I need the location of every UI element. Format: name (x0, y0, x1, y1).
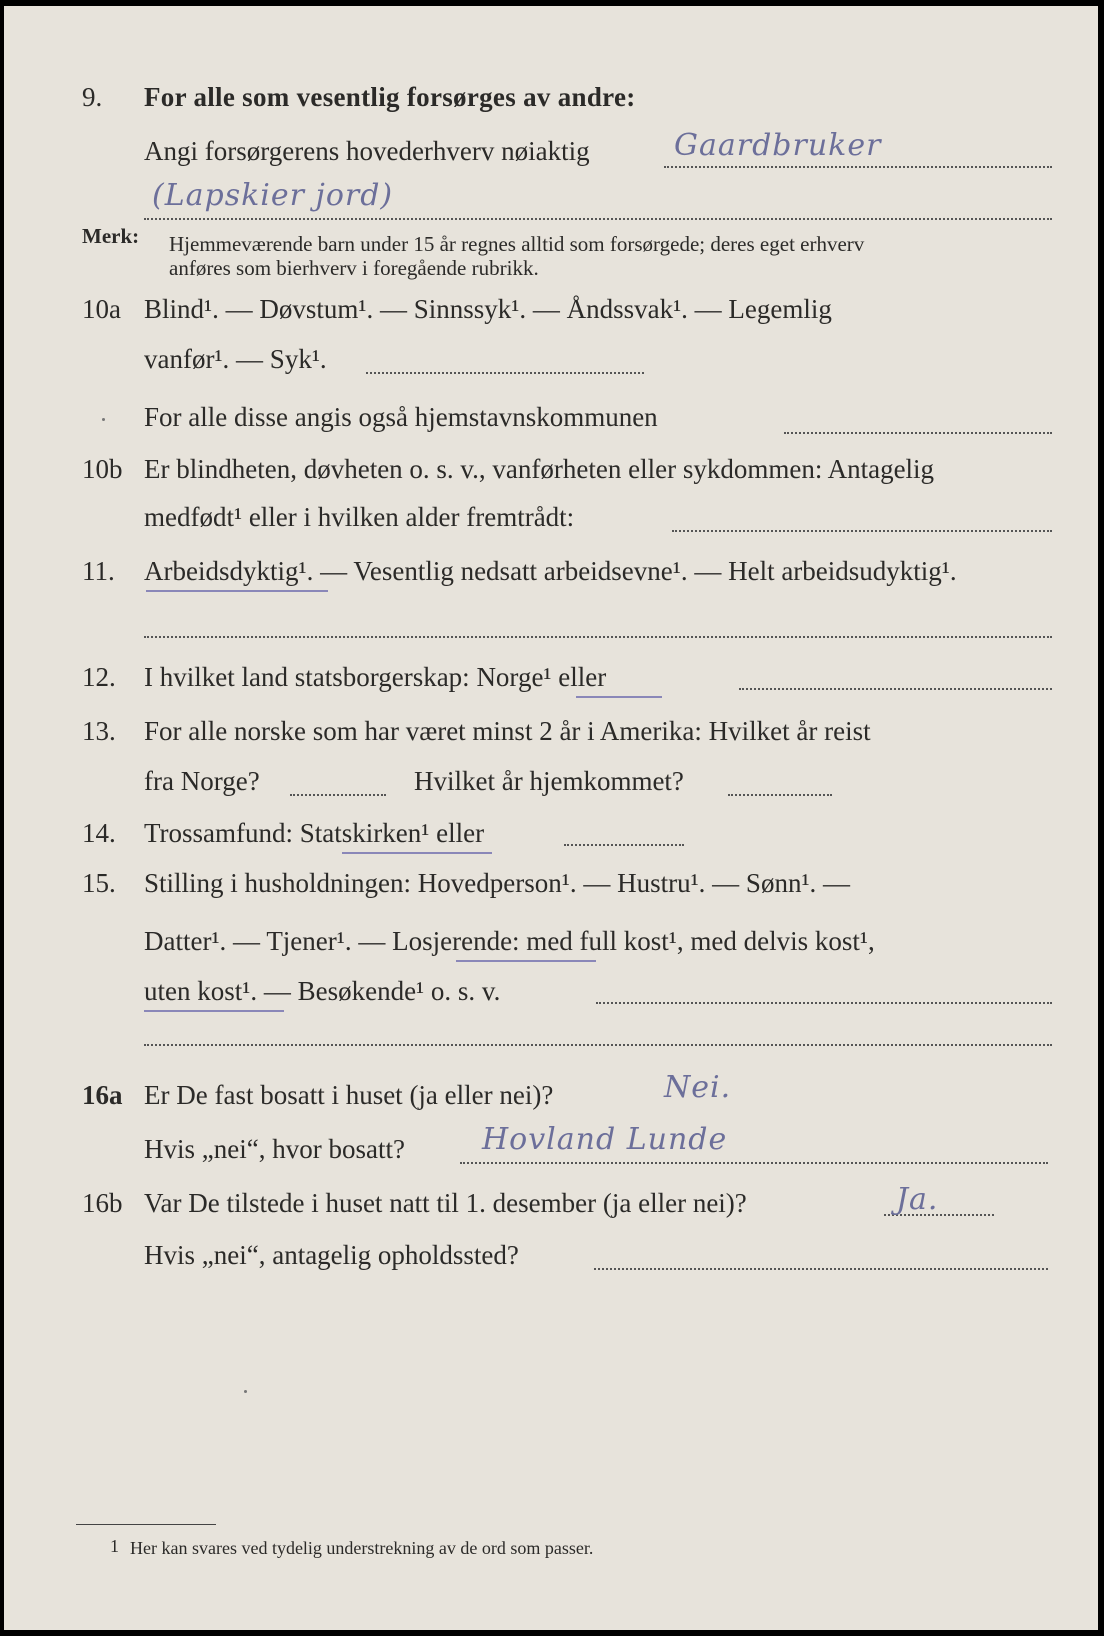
ink-speck (102, 418, 105, 421)
q15-line-1: Stilling i husholdningen: Hovedperson¹. — Hustru¹. — Sønn¹. — (144, 868, 851, 898)
q12-line-1: I hvilket land statsborgerskap: Norge¹ eller (144, 662, 607, 692)
q11-underline-arbeidsdyktig (146, 590, 328, 592)
q10a-hometown-line (784, 432, 1052, 434)
q10a-answer-line (366, 372, 644, 374)
q13-return-line (728, 794, 832, 796)
q11-line-1: Arbeidsdyktig¹. — Vesentlig nedsatt arbeidsevne¹. — Helt arbeidsudyktig¹. (144, 556, 957, 586)
q13-number: 13. (82, 716, 116, 746)
q15-underline-uten-kost (144, 1010, 284, 1012)
q16b-whereabouts-line (594, 1268, 1048, 1270)
q10a-line-3: For alle disse angis også hjemstavnskommunen (144, 402, 658, 432)
q12-underline-norge (576, 696, 662, 698)
note-line-1: Hjemmeværende barn under 15 år regnes alltid som forsørgede; deres eget erhverv (169, 232, 865, 256)
q9-number: 9. (82, 82, 103, 112)
q10a-line-1: Blind¹. — Døvstum¹. — Sinnssyk¹. — Åndssvak¹. — Legemlig (144, 294, 832, 324)
q13-line-2a: fra Norge? (144, 766, 260, 796)
q13-departure-line (290, 794, 386, 796)
q14-line-1: Trossamfund: Statskirken¹ eller (144, 818, 485, 848)
footnote-mark: 1 (110, 1536, 119, 1556)
q16a-line-2: Hvis „nei“, hvor bosatt? (144, 1134, 405, 1164)
q14-underline-statskirken (342, 852, 492, 854)
q10b-number: 10b (82, 454, 123, 484)
note-label: Merk: (82, 224, 140, 248)
q16b-line-1: Var De tilstede i huset natt til 1. desember (ja eller nei)? (144, 1188, 747, 1218)
ink-speck-2 (244, 1390, 247, 1393)
q16b-line-2: Hvis „nei“, antagelig opholdssted? (144, 1240, 519, 1270)
q16a-handwritten-answer: Nei. (664, 1070, 732, 1105)
q11-number: 11. (82, 556, 115, 586)
q16a-handwritten-residence: Hovland Lunde (482, 1122, 728, 1157)
footnote-text: Her kan svares ved tydelig understrekning av de ord som passer. (130, 1538, 594, 1558)
q10a-number: 10a (82, 294, 121, 324)
q15-line-3: uten kost¹. — Besøkende¹ o. s. v. (144, 976, 501, 1006)
q15-number: 15. (82, 868, 116, 898)
q14-answer-line (564, 844, 684, 846)
q10a-line-2: vanfør¹. — Syk¹. (144, 344, 327, 374)
q9-heading: For alle som vesentlig forsørges av andre: (144, 82, 636, 112)
q12-answer-line (739, 688, 1052, 690)
q16a-line-1: Er De fast bosatt i huset (ja eller nei)? (144, 1080, 554, 1110)
q16a-residence-line (460, 1162, 1048, 1164)
q15-answer-line (596, 1002, 1052, 1004)
footnote-rule (76, 1524, 216, 1525)
q14-number: 14. (82, 818, 116, 848)
q15-underline-losjerende (456, 960, 596, 962)
q9-handwritten-occupation-cont: (Lapskier jord) (152, 178, 394, 213)
q15-line-2: Datter¹. — Tjener¹. — Losjerende: med full kost¹, med delvis kost¹, (144, 926, 875, 956)
q9-answer-line-2 (144, 218, 1052, 220)
q13-line-2b: Hvilket år hjemkommet? (414, 766, 684, 796)
note-line-2: anføres som bierhverv i foregående rubrikk. (169, 256, 539, 280)
q15-answer-line-2 (144, 1044, 1052, 1046)
q10b-line-1: Er blindheten, døvheten o. s. v., vanførheten eller sykdommen: Antagelig (144, 454, 935, 484)
q9-handwritten-occupation: Gaardbruker (674, 128, 882, 163)
q16b-handwritten-answer: Ja. (896, 1182, 939, 1217)
q12-number: 12. (82, 662, 116, 692)
q16a-number: 16a (82, 1080, 123, 1110)
q13-line-1: For alle norske som har været minst 2 år i Amerika: Hvilket år reist (144, 716, 871, 746)
census-form-page (4, 6, 1098, 1630)
q9-occupation-label: Angi forsørgerens hovederhverv nøiaktig (144, 136, 590, 166)
q10b-answer-line (672, 530, 1052, 532)
q16b-number: 16b (82, 1188, 123, 1218)
q9-answer-line (664, 166, 1052, 168)
q11-answer-line (144, 636, 1052, 638)
q10b-line-2: medfødt¹ eller i hvilken alder fremtrådt: (144, 502, 575, 532)
